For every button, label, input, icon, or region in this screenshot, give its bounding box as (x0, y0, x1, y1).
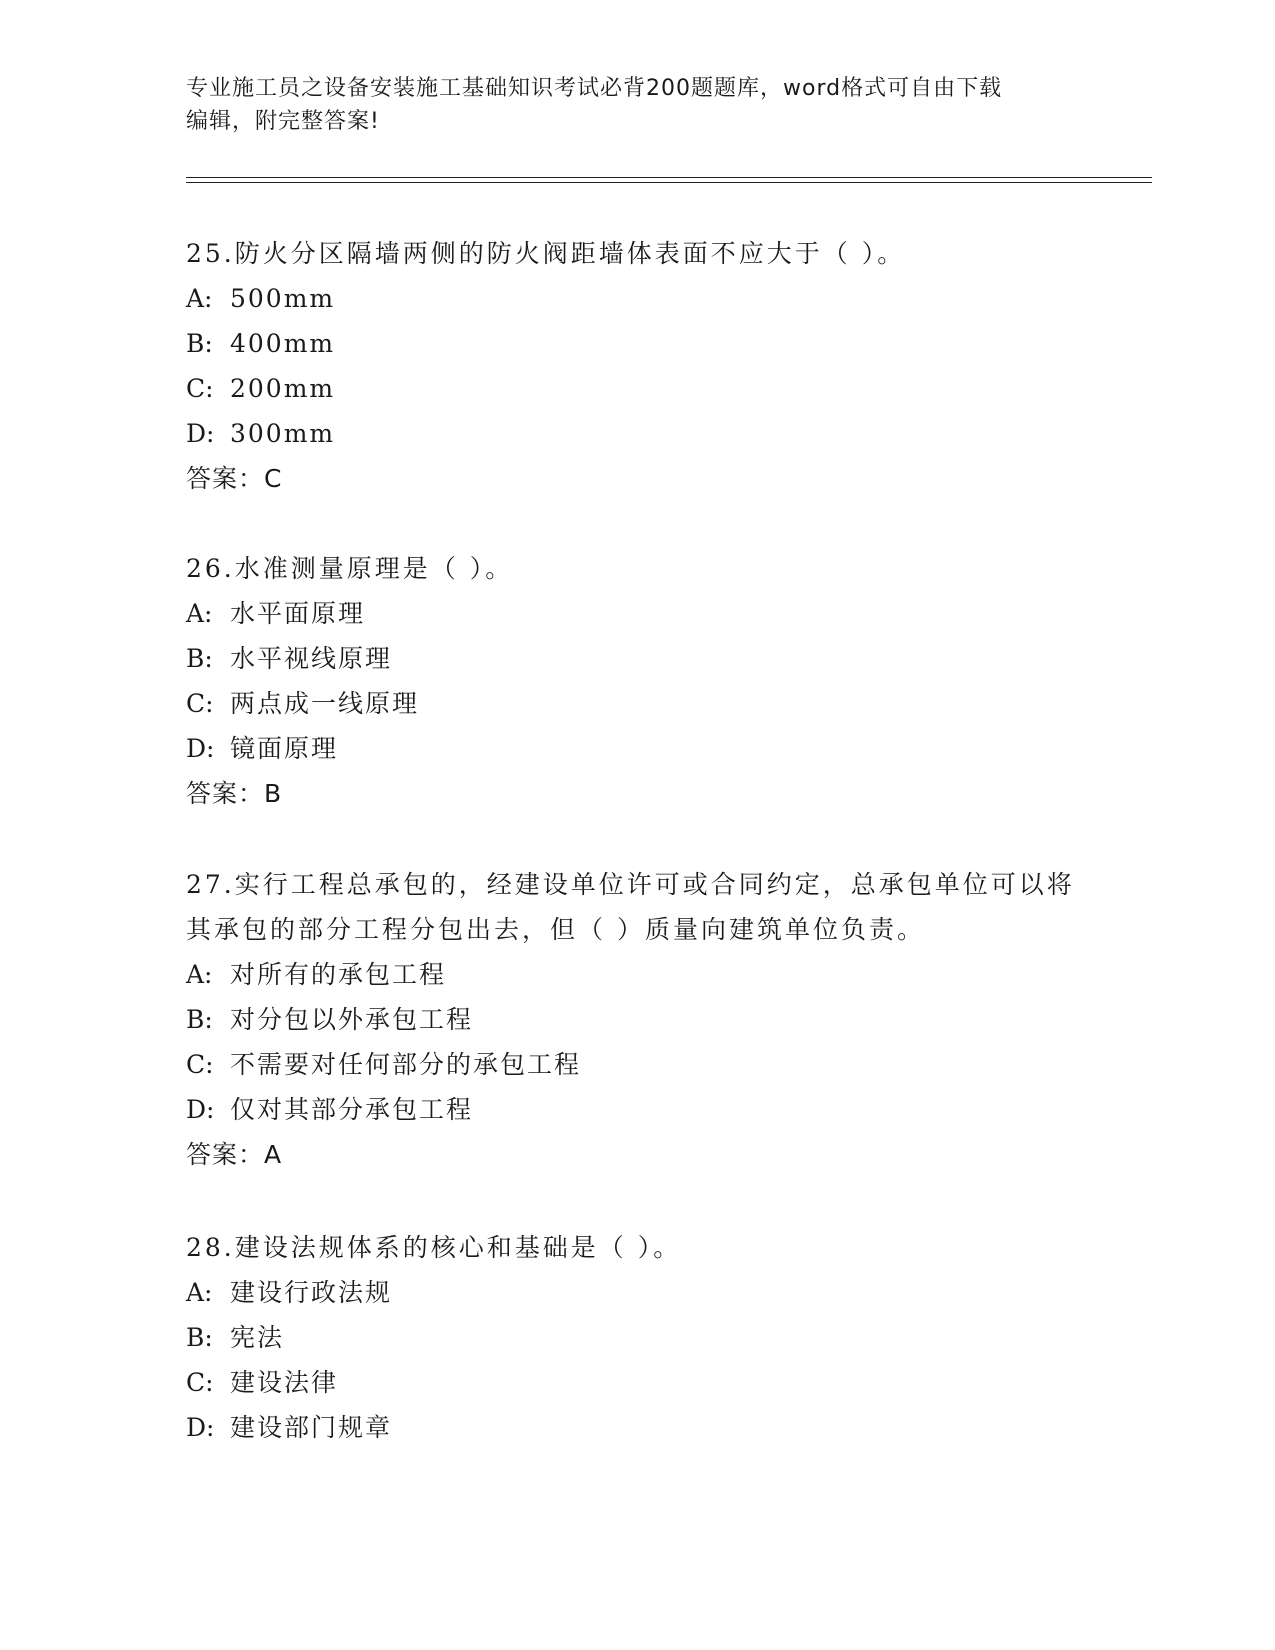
option-text: 水平面原理 (230, 599, 366, 628)
option-letter: C: (186, 1050, 214, 1079)
option-letter: C: (186, 1368, 214, 1397)
option-c (186, 681, 1086, 726)
option-text: 对所有的承包工程 (230, 960, 447, 989)
answer-label: 答案：A (186, 1140, 283, 1169)
option-text: 镜面原理 (230, 734, 339, 763)
option-letter: A: (186, 960, 213, 989)
question-26 (186, 546, 1086, 816)
option-c (186, 1042, 1086, 1087)
option-text: 对分包以外承包工程 (230, 1005, 474, 1034)
option-d (186, 411, 1086, 456)
option-c (186, 1360, 1086, 1405)
option-text: 两点成一线原理 (230, 689, 420, 718)
option-text: 不需要对任何部分的承包工程 (230, 1050, 582, 1079)
question-27 (186, 862, 1086, 1177)
option-text: 仅对其部分承包工程 (230, 1095, 474, 1124)
document-header (186, 72, 1086, 138)
option-letter: D: (186, 419, 215, 448)
option-a (186, 952, 1086, 997)
answer-label: 答案：B (186, 779, 283, 808)
header-title-line-1: 专业施工员之设备安装施工基础知识考试必背200题题库，word格式可自由下载 (186, 76, 1003, 101)
option-d (186, 1087, 1086, 1132)
question-28 (186, 1225, 1086, 1450)
option-text: 水平视线原理 (230, 644, 393, 673)
option-letter: A: (186, 1278, 213, 1307)
option-b (186, 1315, 1086, 1360)
option-letter: C: (186, 374, 214, 403)
option-letter: D: (186, 1413, 215, 1442)
header-title-line-2: 编辑，附完整答案! (186, 109, 380, 134)
option-letter: A: (186, 599, 213, 628)
option-text: 建设法律 (230, 1368, 339, 1397)
option-letter: B: (186, 1323, 213, 1352)
option-text: 宪法 (230, 1323, 285, 1352)
option-a (186, 276, 1086, 321)
question-stem: 26.水准测量原理是（ ）。 (186, 554, 514, 583)
option-d (186, 1405, 1086, 1450)
option-letter: B: (186, 1005, 213, 1034)
option-d (186, 726, 1086, 771)
question-25 (186, 231, 1086, 501)
option-text: 200mm (230, 374, 336, 403)
answer-label: 答案：C (186, 464, 283, 493)
option-letter: B: (186, 329, 213, 358)
option-text: 400mm (230, 329, 336, 358)
option-b (186, 636, 1086, 681)
option-letter: C: (186, 689, 214, 718)
option-a (186, 591, 1086, 636)
option-b (186, 321, 1086, 366)
option-text: 建设行政法规 (230, 1278, 393, 1307)
option-text: 300mm (230, 419, 336, 448)
question-stem: 25.防火分区隔墙两侧的防火阀距墙体表面不应大于（ ）。 (186, 239, 906, 268)
option-a (186, 1270, 1086, 1315)
option-letter: A: (186, 284, 213, 313)
option-letter: B: (186, 644, 213, 673)
option-c (186, 366, 1086, 411)
question-stem: 28.建设法规体系的核心和基础是（ ）。 (186, 1233, 682, 1262)
option-b (186, 997, 1086, 1042)
option-text: 500mm (230, 284, 336, 313)
question-stem: 27.实行工程总承包的，经建设单位许可或合同约定，总承包单位可以将其承包的部分工程分包出去，但（ ）质量向建筑单位负责。 (186, 870, 1075, 944)
option-letter: D: (186, 734, 215, 763)
header-divider-top (186, 177, 1152, 178)
header-divider-bottom (186, 182, 1152, 183)
option-letter: D: (186, 1095, 215, 1124)
option-text: 建设部门规章 (230, 1413, 393, 1442)
